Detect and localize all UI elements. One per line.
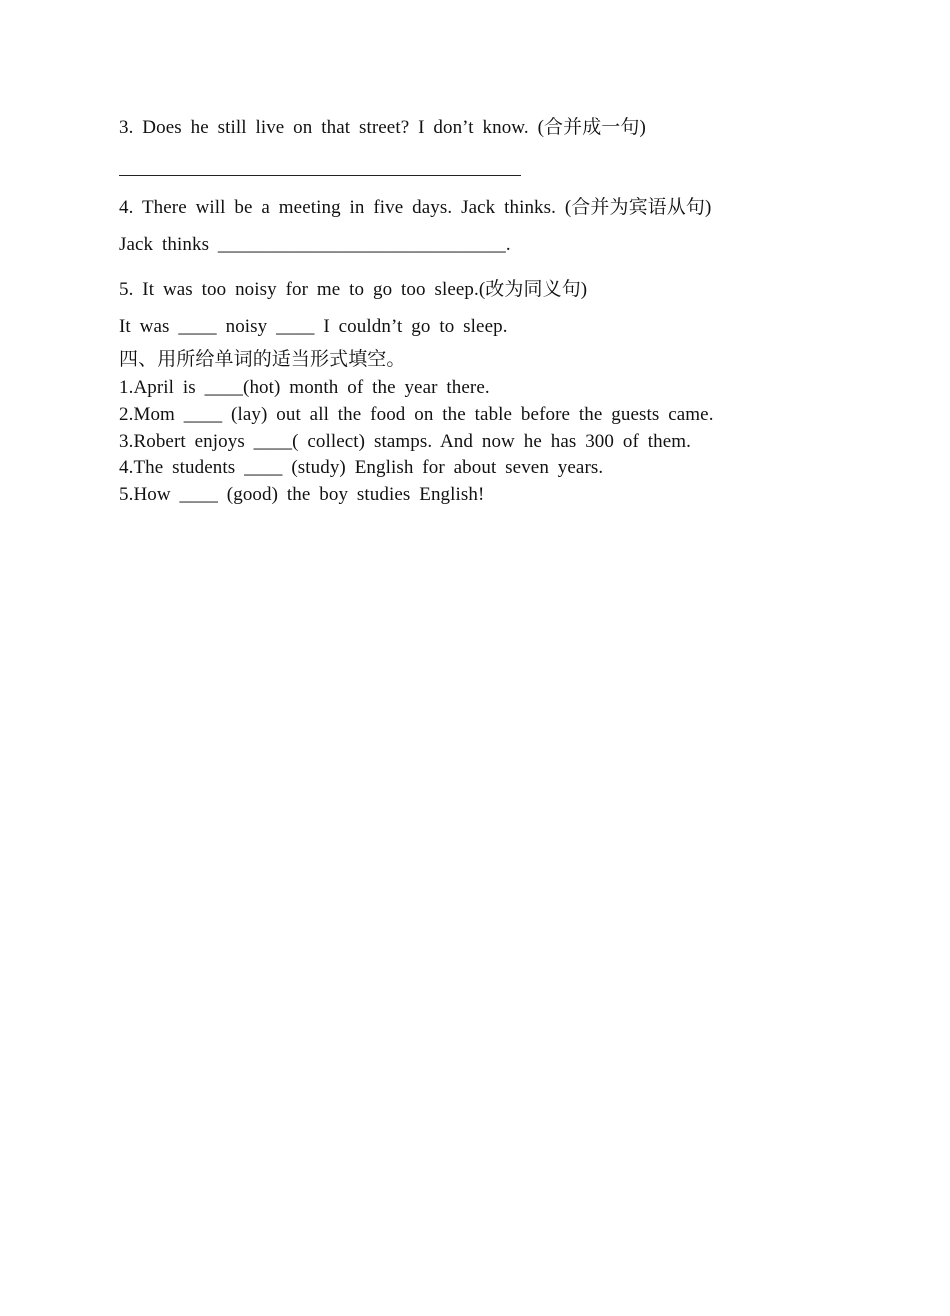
fill-blank-item-4: 4.The students ____ (study) English for about seven years. [119, 457, 604, 478]
fill-blank-item-2: 2.Mom ____ (lay) out all the food on the table before the guests came. [119, 404, 714, 425]
question-4-answer: Jack thinks ______________________________. [119, 234, 511, 255]
section-4-heading: 四、用所给单词的适当形式填空。 [119, 349, 406, 370]
question-3-text: 3. Does he still live on that street? I don’t know. (合并成一句) [119, 117, 646, 138]
question-5-answer: It was ____ noisy ____ I couldn’t go to sleep. [119, 316, 508, 337]
question-4-text: 4. There will be a meeting in five days. Jack thinks. (合并为宾语从句) [119, 197, 712, 218]
fill-blank-item-3: 3.Robert enjoys ____( collect) stamps. And now he has 300 of them. [119, 431, 691, 452]
question-3-answer-line [119, 175, 521, 176]
fill-blank-item-5: 5.How ____ (good) the boy studies English! [119, 484, 485, 505]
fill-blank-item-1: 1.April is ____(hot) month of the year there. [119, 377, 490, 398]
question-5-text: 5. It was too noisy for me to go too sleep.(改为同义句) [119, 279, 588, 300]
